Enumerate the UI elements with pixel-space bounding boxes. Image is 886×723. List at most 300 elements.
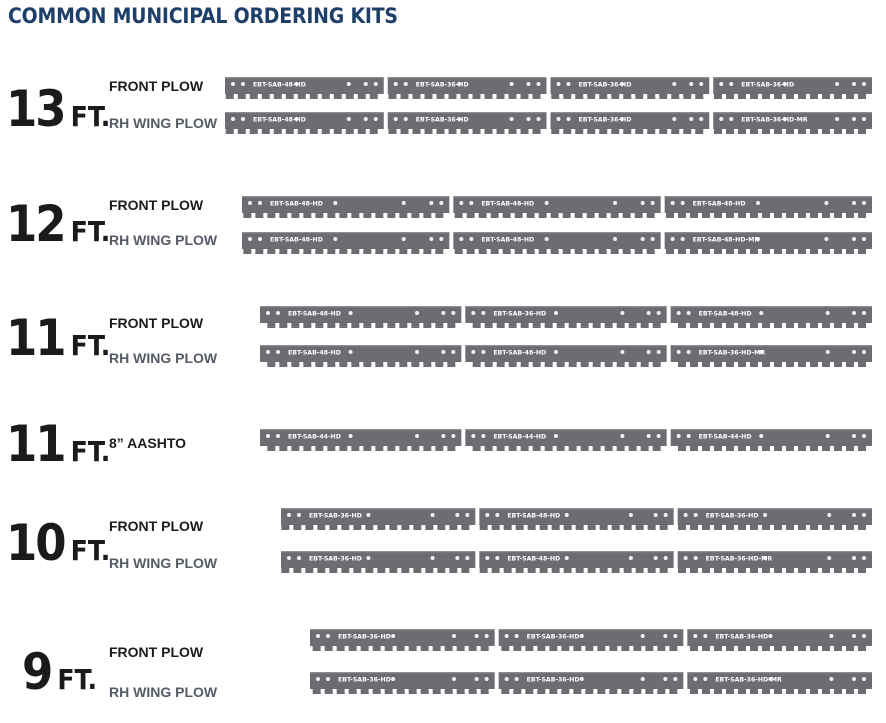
bolt-hole	[663, 677, 667, 681]
blade-edge	[671, 306, 872, 307]
bolt-hole	[333, 201, 337, 205]
bolt-hole	[452, 634, 456, 638]
bolt-hole	[852, 434, 856, 438]
bolt-hole	[852, 677, 856, 681]
blade-edge	[678, 551, 872, 552]
bolt-hole	[852, 513, 856, 517]
bolt-hole	[510, 117, 514, 121]
bolt-hole	[374, 82, 378, 86]
blade-edge	[499, 672, 684, 673]
bolt-hole	[557, 82, 561, 86]
bolt-hole	[673, 677, 677, 681]
bolt-hole	[402, 201, 406, 205]
bolt-hole	[465, 513, 469, 517]
blade-edge	[479, 508, 673, 509]
blade-edge	[465, 429, 666, 430]
bolt-hole	[404, 117, 408, 121]
part-number: EBT-SAB-36-HD-MR	[698, 349, 766, 357]
blade-edge	[499, 629, 684, 630]
bolt-hole	[287, 513, 291, 517]
bolt-hole	[620, 311, 624, 315]
blade-edge	[388, 112, 547, 113]
bolt-hole	[681, 237, 685, 241]
blade-edge	[281, 551, 475, 552]
cutting-blade	[310, 672, 495, 694]
bolt-hole	[404, 82, 408, 86]
bolt-hole	[641, 237, 645, 241]
bolt-hole	[565, 556, 569, 560]
bolt-hole	[862, 350, 866, 354]
bolt-hole	[391, 677, 395, 681]
part-number: EBT-SAB-36-HD	[338, 676, 391, 684]
bolt-hole	[862, 237, 866, 241]
cutting-blade	[479, 508, 673, 530]
bolt-hole	[677, 311, 681, 315]
part-number: EBT-SAB-48-HD	[507, 555, 561, 563]
bolt-hole	[394, 82, 398, 86]
bolt-hole	[759, 311, 763, 315]
bolt-hole	[258, 201, 262, 205]
row-label-rh-wing-plow: RH WING PLOW	[109, 555, 218, 571]
part-number: EBT-SAB-36-HD	[526, 633, 580, 641]
cutting-blade	[465, 345, 666, 367]
bolt-hole	[374, 117, 378, 121]
bolt-hole	[297, 556, 301, 560]
bolt-hole	[862, 677, 866, 681]
bolt-hole	[694, 556, 698, 560]
cutting-blade	[665, 232, 872, 254]
bolt-hole	[347, 82, 351, 86]
part-number: EBT-SAB-44-HD	[698, 433, 752, 441]
bolt-hole	[826, 311, 830, 315]
part-number: EBT-SAB-48-HD	[507, 512, 561, 520]
blade-edge	[310, 672, 495, 673]
blade-edge	[465, 345, 666, 346]
bolt-hole	[459, 237, 463, 241]
blade-edge	[225, 77, 384, 78]
row-label-aashto: 8” AASHTO	[109, 435, 187, 451]
bolt-hole	[826, 350, 830, 354]
bolt-hole	[829, 677, 833, 681]
blade-edge	[713, 77, 872, 78]
part-number: EBT-SAB-48-HD-MR	[692, 236, 760, 244]
kit-size-number: 9	[22, 643, 52, 701]
bolt-hole	[862, 513, 866, 517]
kit-size-unit: FT.	[70, 534, 111, 567]
bolt-hole	[756, 201, 760, 205]
bolt-hole	[276, 311, 280, 315]
bolt-hole	[641, 201, 645, 205]
bolt-hole	[703, 677, 707, 681]
bolt-hole	[673, 634, 677, 638]
part-number: EBT-SAB-36-HD	[493, 310, 547, 318]
bolt-hole	[684, 513, 688, 517]
bolt-hole	[495, 556, 499, 560]
bolt-hole	[852, 201, 856, 205]
bolt-hole	[719, 117, 723, 121]
bolt-hole	[258, 237, 262, 241]
bolt-hole	[471, 434, 475, 438]
bolt-hole	[654, 513, 658, 517]
bolt-hole	[471, 350, 475, 354]
cutting-blade	[310, 629, 495, 651]
bolt-hole	[852, 82, 856, 86]
part-number: EBT-SAB-48-HD	[270, 200, 323, 208]
bolt-hole	[545, 237, 549, 241]
bolt-hole	[297, 513, 301, 517]
part-number: EBT-SAB-36-HD	[415, 116, 469, 124]
bolt-hole	[862, 634, 866, 638]
part-number: EBT-SAB-36-HD	[741, 81, 795, 89]
bolt-hole	[613, 201, 617, 205]
bolt-hole	[429, 237, 433, 241]
bolt-hole	[729, 117, 733, 121]
cutting-blade	[678, 508, 872, 530]
part-number: EBT-SAB-48-HD	[288, 349, 341, 357]
bolt-hole	[613, 237, 617, 241]
bolt-hole	[663, 634, 667, 638]
part-number: EBT-SAB-44-HD	[288, 433, 341, 441]
cutting-blade	[281, 508, 475, 530]
bolt-hole	[459, 201, 463, 205]
blade-edge	[453, 232, 660, 233]
bolt-hole	[537, 117, 541, 121]
bolt-hole	[829, 634, 833, 638]
kit-size-number: 11	[6, 415, 65, 473]
kit-size-unit: FT.	[70, 100, 111, 133]
bolt-hole	[481, 434, 485, 438]
bolt-hole	[439, 201, 443, 205]
blade-edge	[551, 77, 710, 78]
bolt-hole	[681, 201, 685, 205]
blade-edge	[671, 429, 872, 430]
bolt-hole	[835, 82, 839, 86]
cutting-blade	[260, 429, 461, 451]
bolt-hole	[469, 201, 473, 205]
part-number: EBT-SAB-48-HD	[698, 310, 752, 318]
bolt-hole	[349, 311, 353, 315]
cutting-blade	[225, 112, 384, 134]
kit-size-unit: FT.	[70, 215, 111, 248]
cutting-blade	[225, 77, 384, 99]
bolt-hole	[629, 556, 633, 560]
cutting-blade	[713, 112, 872, 134]
bolt-hole	[693, 677, 697, 681]
part-number: EBT-SAB-48-HD	[270, 236, 323, 244]
bolt-hole	[554, 311, 558, 315]
cutting-blade	[453, 196, 660, 218]
bolt-hole	[394, 117, 398, 121]
blade-edge	[687, 629, 872, 630]
part-number: EBT-SAB-36-HD	[526, 676, 580, 684]
cutting-blade	[678, 551, 872, 573]
bolt-hole	[349, 350, 353, 354]
bolt-hole	[429, 201, 433, 205]
bolt-hole	[684, 556, 688, 560]
bolt-hole	[580, 677, 584, 681]
bolt-hole	[455, 513, 459, 517]
bolt-hole	[567, 82, 571, 86]
bolt-hole	[451, 434, 455, 438]
bolt-hole	[629, 513, 633, 517]
bolt-hole	[326, 677, 330, 681]
cutting-blade	[687, 629, 872, 651]
blade-edge	[665, 232, 872, 233]
bolt-hole	[451, 350, 455, 354]
kit-size-unit: FT.	[57, 663, 98, 696]
blade-edge	[281, 508, 475, 509]
bolt-hole	[657, 311, 661, 315]
cutting-blade	[671, 345, 872, 367]
blade-edge	[260, 345, 461, 346]
bolt-hole	[654, 556, 658, 560]
cutting-blade	[281, 551, 475, 573]
blade-edge	[225, 112, 384, 113]
bolt-hole	[664, 513, 668, 517]
bolt-hole	[827, 556, 831, 560]
part-number: EBT-SAB-36-HD	[705, 512, 759, 520]
bolt-hole	[671, 201, 675, 205]
bolt-hole	[852, 634, 856, 638]
bolt-hole	[333, 237, 337, 241]
part-number: EBT-SAB-36-HD	[715, 633, 769, 641]
bolt-hole	[485, 556, 489, 560]
bolt-hole	[554, 434, 558, 438]
bolt-hole	[266, 434, 270, 438]
bolt-hole	[699, 117, 703, 121]
part-number: EBT-SAB-36-HD-MR	[741, 116, 808, 124]
part-number: EBT-SAB-48-HD	[481, 236, 535, 244]
part-number: EBT-SAB-48-HD	[481, 200, 535, 208]
cutting-blade	[499, 629, 684, 651]
bolt-hole	[580, 634, 584, 638]
bolt-hole	[557, 117, 561, 121]
cutting-blade	[260, 345, 461, 367]
bolt-hole	[481, 350, 485, 354]
bolt-hole	[485, 634, 489, 638]
bolt-hole	[469, 237, 473, 241]
bolt-hole	[441, 350, 445, 354]
blade-edge	[242, 232, 449, 233]
bolt-hole	[852, 350, 856, 354]
bolt-hole	[316, 677, 320, 681]
bolt-hole	[415, 311, 419, 315]
row-label-rh-wing-plow: RH WING PLOW	[109, 350, 218, 366]
cutting-blade	[499, 672, 684, 694]
bolt-hole	[651, 201, 655, 205]
bolt-hole	[657, 434, 661, 438]
part-number: EBT-SAB-36-HD-MR	[715, 676, 782, 684]
blade-edge	[465, 306, 666, 307]
bolt-hole	[475, 677, 479, 681]
bolt-hole	[824, 237, 828, 241]
cutting-blade	[551, 77, 710, 99]
bolt-hole	[677, 350, 681, 354]
bolt-hole	[471, 311, 475, 315]
bolt-hole	[402, 237, 406, 241]
bolt-hole	[672, 117, 676, 121]
cutting-blade	[551, 112, 710, 134]
bolt-hole	[366, 513, 370, 517]
row-label-front-plow: FRONT PLOW	[109, 518, 204, 534]
bolt-hole	[729, 82, 733, 86]
cutting-blade	[453, 232, 660, 254]
blade-edge	[671, 345, 872, 346]
bolt-hole	[620, 434, 624, 438]
kit-size-unit: FT.	[70, 435, 111, 468]
bolt-hole	[441, 434, 445, 438]
bolt-hole	[515, 634, 519, 638]
bolt-hole	[694, 513, 698, 517]
blade-edge	[678, 508, 872, 509]
bolt-hole	[657, 350, 661, 354]
bolt-hole	[241, 82, 245, 86]
part-number: EBT-SAB-48-HD	[288, 310, 341, 318]
bolt-hole	[827, 513, 831, 517]
bolt-hole	[248, 237, 252, 241]
kit-size-number: 13	[6, 80, 65, 138]
kit-size-unit: FT.	[70, 329, 111, 362]
bolt-hole	[641, 634, 645, 638]
part-number: EBT-SAB-36-HD	[309, 555, 362, 563]
bolt-hole	[415, 434, 419, 438]
bolt-hole	[231, 117, 235, 121]
bolt-hole	[852, 311, 856, 315]
kit-size-number: 12	[6, 195, 65, 253]
bolt-hole	[862, 201, 866, 205]
bolt-hole	[862, 82, 866, 86]
part-number: EBT-SAB-36-HD	[415, 81, 469, 89]
bolt-hole	[481, 311, 485, 315]
bolt-hole	[537, 82, 541, 86]
cutting-blade	[388, 77, 547, 99]
part-number: EBT-SAB-36-HD	[578, 116, 632, 124]
cutting-blade	[388, 112, 547, 134]
bolt-hole	[687, 434, 691, 438]
bolt-hole	[677, 434, 681, 438]
bolt-hole	[852, 237, 856, 241]
bolt-hole	[347, 117, 351, 121]
bolt-hole	[565, 513, 569, 517]
cutting-blade	[671, 306, 872, 328]
bolt-hole	[689, 82, 693, 86]
bolt-hole	[366, 556, 370, 560]
blade-edge	[260, 429, 461, 430]
cutting-blade	[671, 429, 872, 451]
part-number: EBT-SAB-36-HD-MR	[705, 555, 773, 563]
blade-edge	[551, 112, 710, 113]
bolt-hole	[231, 82, 235, 86]
row-label-front-plow: FRONT PLOW	[109, 78, 204, 94]
bolt-hole	[699, 82, 703, 86]
bolt-hole	[862, 117, 866, 121]
bolt-hole	[689, 117, 693, 121]
bolt-hole	[439, 237, 443, 241]
row-label-rh-wing-plow: RH WING PLOW	[109, 684, 218, 700]
bolt-hole	[647, 434, 651, 438]
bolt-hole	[431, 513, 435, 517]
bolt-hole	[485, 513, 489, 517]
bolt-hole	[671, 237, 675, 241]
bolt-hole	[759, 434, 763, 438]
cutting-blade	[465, 429, 666, 451]
blade-edge	[260, 306, 461, 307]
bolt-hole	[647, 350, 651, 354]
bolt-hole	[364, 117, 368, 121]
bolt-hole	[567, 117, 571, 121]
bolt-hole	[515, 677, 519, 681]
kit-size-number: 10	[6, 514, 65, 572]
bolt-hole	[266, 311, 270, 315]
row-label-rh-wing-plow: RH WING PLOW	[109, 115, 218, 131]
bolt-hole	[475, 634, 479, 638]
bolt-hole	[763, 513, 767, 517]
bolt-hole	[693, 634, 697, 638]
bolt-hole	[349, 434, 353, 438]
bolt-hole	[545, 201, 549, 205]
bolt-hole	[641, 677, 645, 681]
cutting-blade	[665, 196, 872, 218]
bolt-hole	[620, 350, 624, 354]
bolt-hole	[505, 677, 509, 681]
bolt-hole	[391, 634, 395, 638]
bolt-hole	[505, 634, 509, 638]
cutting-blade	[479, 551, 673, 573]
bolt-hole	[527, 117, 531, 121]
blade-edge	[687, 672, 872, 673]
bolt-hole	[485, 677, 489, 681]
bolt-hole	[687, 311, 691, 315]
blade-edge	[453, 196, 660, 197]
bolt-hole	[364, 82, 368, 86]
part-number: EBT-SAB-48-HD	[692, 200, 746, 208]
part-number: EBT-SAB-48-HD	[493, 349, 547, 357]
bolt-hole	[276, 434, 280, 438]
cutting-blade	[260, 306, 461, 328]
blade-edge	[242, 196, 449, 197]
bolt-hole	[241, 117, 245, 121]
blade-edge	[310, 629, 495, 630]
row-label-front-plow: FRONT PLOW	[109, 315, 204, 331]
bolt-hole	[316, 634, 320, 638]
blade-edge	[388, 77, 547, 78]
bolt-hole	[768, 634, 772, 638]
blade-edge	[665, 196, 872, 197]
bolt-hole	[452, 677, 456, 681]
bolt-hole	[326, 634, 330, 638]
bolt-hole	[672, 82, 676, 86]
part-number: EBT-SAB-48-HD	[253, 81, 306, 89]
bolt-hole	[451, 311, 455, 315]
bolt-hole	[852, 556, 856, 560]
page-title: COMMON MUNICIPAL ORDERING KITS	[8, 4, 398, 28]
part-number: EBT-SAB-44-HD	[493, 433, 547, 441]
bolt-hole	[852, 117, 856, 121]
bolt-hole	[835, 117, 839, 121]
cutting-blade	[687, 672, 872, 694]
bolt-hole	[287, 556, 291, 560]
bolt-hole	[647, 311, 651, 315]
row-label-front-plow: FRONT PLOW	[109, 644, 204, 660]
cutting-blade	[242, 196, 449, 218]
bolt-hole	[441, 311, 445, 315]
bolt-hole	[276, 350, 280, 354]
bolt-hole	[824, 201, 828, 205]
bolt-hole	[687, 350, 691, 354]
bolt-hole	[719, 82, 723, 86]
bolt-hole	[703, 634, 707, 638]
cutting-blade	[242, 232, 449, 254]
